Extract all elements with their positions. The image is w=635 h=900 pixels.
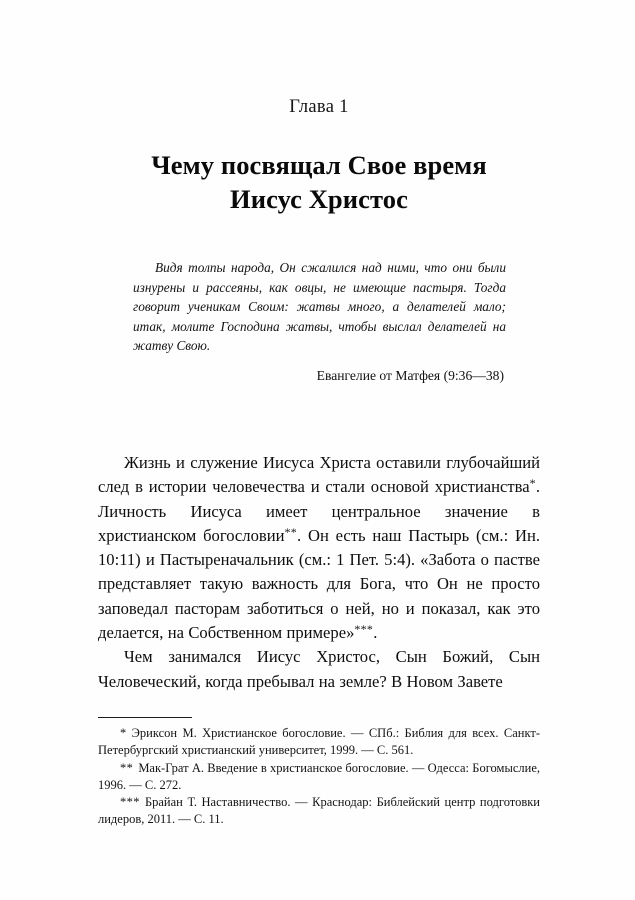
paragraph-1-segment-2: . Личность Иисуса имеет центральное значение в христианском богословии [98,477,540,545]
footnote-text: Брайан Т. Наставничество. — Краснодар: Библейский центр подготовки лидеров, 2011. — С. 11. [98,795,540,827]
footnote-marker: *** [120,795,140,809]
epigraph-block [133,258,506,384]
chapter-label: Глава 1 [289,97,349,117]
footnote-marker: ** [120,760,134,775]
footnote-item [98,760,540,795]
paragraph-1-segment-4: . [373,623,378,643]
footnote-ref-3[interactable]: *** [354,622,374,637]
paragraph-2: Чем занимался Иисус Христос, Сын Божий, Сын Человеческий, когда пребывал на земле? В Новом Завете [98,647,540,691]
footnote-item [98,794,540,829]
footnote-text: Эриксон М. Христианское богословие. — СПб.: Библия для всех. Санкт-Петербургский христианский университет, 1999. — С. 561. [98,726,540,758]
footnote-text: Мак-Грат А. Введение в христианское богословие. — Одесса: Богомыслие, 1996. — С. 272. [98,760,540,792]
chapter-title-line-1: Чему посвящал Свое время [151,150,487,180]
chapter-title-line-2: Иисус Христос [229,184,408,215]
footnote-marker: * [120,726,127,740]
footnotes-block [98,717,540,829]
footnote-ref-2[interactable]: ** [284,524,298,539]
paragraph-1-segment-1: Жизнь и служение Иисуса Христа оставили глубочайший след в истории человечества и стали основой христианства [98,453,540,497]
paragraph-1-segment-3: . Он есть наш Пастырь (см.: Ин. 10:11) и Пастыреначальник (см.: 1 Пет. 5:4). «Забота о пастве представляет такую важность для Бога, что Он не просто заповедал пасторам заботиться о ней, но и показал, как это делается, на Собственном примере» [98,525,540,643]
footnote-item [98,725,540,760]
paragraph-1 [98,451,540,645]
epigraph-text: Видя толпы народа, Он сжалился над ними, что они были изнурены и рассеяны, как овцы, не имеющие пастыря. Тогда говорит ученикам Своим: жатвы много, а делателей мало; итак, молите Господина жатвы, чтобы выслал делателей на жатву Свою. [133,260,506,354]
page-title [98,148,540,217]
body-text [98,451,540,694]
footnote-separator-rule [98,717,192,718]
epigraph-source: Евангелие от Матфея (9:36—38) [316,367,504,383]
footnote-ref-1[interactable]: * [529,476,536,491]
